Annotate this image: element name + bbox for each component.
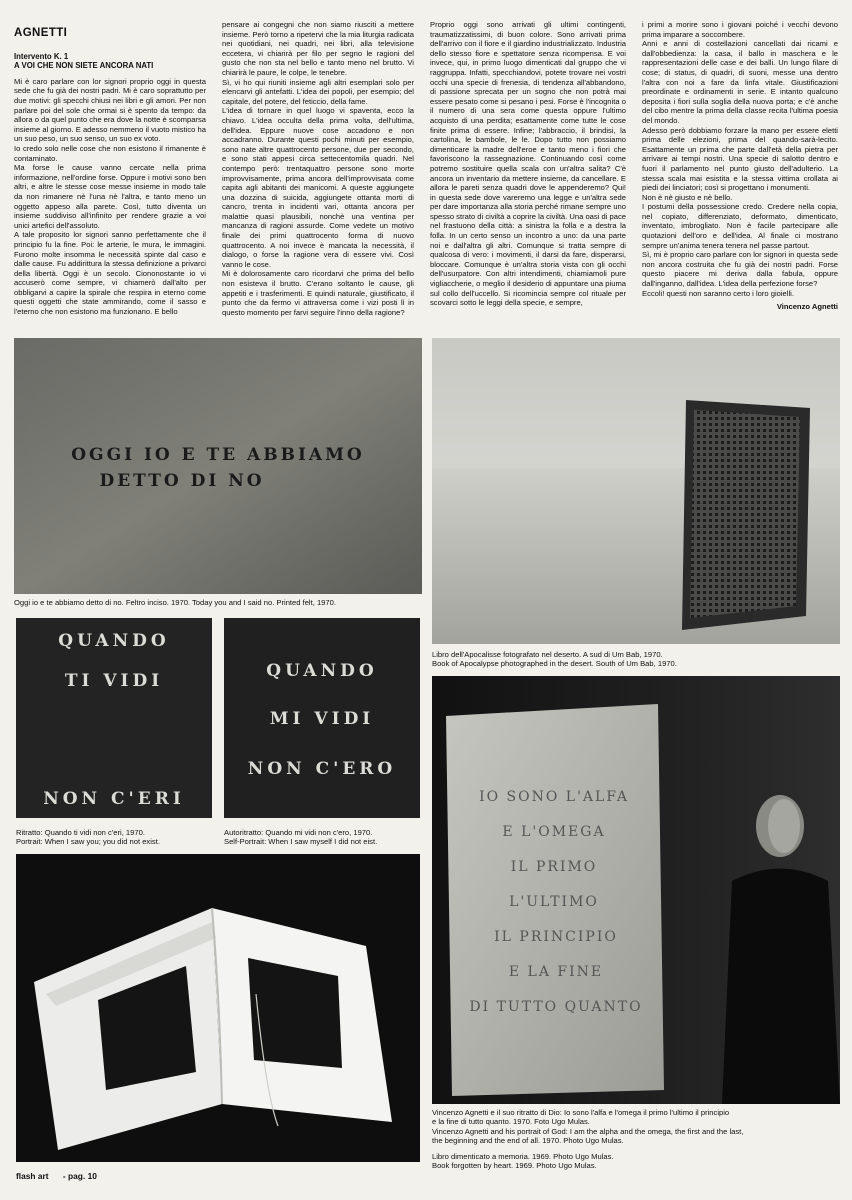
caption-text: Self-Portrait: When I saw myself I did not eist. [224, 837, 378, 847]
plaque-line: E L'OMEGA [502, 824, 606, 840]
photo-quando-mi-vidi [224, 618, 420, 818]
open-book-image [16, 854, 420, 1162]
felt-line: QUANDO [58, 631, 170, 651]
felt-line: TI VIDI [64, 671, 164, 691]
felt-line: NON C'ERO [247, 759, 397, 779]
paragraph: i primi a morire sono i giovani poiché i vecchi devono prima imparare a soccombere. [642, 20, 838, 39]
article-subtitle: Intervento K. 1 [14, 52, 69, 61]
felt-line: NON C'ERI [43, 789, 185, 809]
paragraph: Adesso però dobbiamo forzare la mano per essere eletti prima delle elezioni, prima del quando-sarà-lecito. Esattamente un prima che parte dall'età della pietra per arrivare ai tempi nostri. Una specie di salotto dentro e fuori il parlamento nel punto giusto dell'adulterio. La stessa scala mai esistita e la stessa vittima crollata ai piedi dei linciatori; così si progettano i monumenti. [642, 125, 838, 193]
caption-text: Ritratto: Quando ti vidi non c'eri, 1970. [16, 828, 145, 837]
paragraph: L'idea di tornare in quel luogo vi spaventa, ecco la chiavo. L'idea occulta della prima volta, dell'ultima, dell'idea. Eppure nuove cose accadono e non accadranno. Durante questi pochi minuti per esempio, sono nate altre quattrocento persone, due per secondo, e sono stati appesi circa settecentomila quadri. Nel contempo però: trentaquattro persone sono morte improvvisamente, prima ancora dell'improvvisata come capita agli abitanti dei manicomi. A queste aggiungete una dozzina di suicida, aggiungete ottanta morti di cancro, trenta in incidenti vari, ottanta ancora per malattie quasi plausibili, nonchè una ventina per mancanza di ragioni assurde. Come vedete un motivo finale dei primi quattrocento forma di nuovo quattrocento. A noi invece è mancata la necessità, il dialogo, o forse la ragione vera di essere vivi. Così vanno le cose. [222, 106, 414, 269]
article-column-3 [430, 20, 626, 332]
plaque-line: DI TUTTO QUANTO [469, 999, 643, 1015]
magazine-name: flash art [16, 1171, 49, 1181]
paragraph: Eccoli! questi non saranno certo i loro gioielli. [642, 288, 794, 298]
author-signature: Vincenzo Agnetti [776, 302, 838, 312]
felt-self-portrait-image [224, 618, 420, 818]
paragraph: Io credo solo nelle cose che non esistono il rimanente è contaminato. [14, 143, 206, 163]
felt-portrait-image [16, 618, 212, 818]
article-column-4 [642, 20, 838, 332]
article-title: AGNETTI [14, 27, 68, 39]
article-subtitle-2: A VOI CHE NON SIETE ANCORA NATI [14, 61, 154, 71]
paragraph: Mi è caro parlare con lor signori proprio oggi in questa sede che fu già dei nostri padri. Mi è caro soprattutto per due motivi: gli specchi chiusi nei libri e gli amori. Per non parlare poi del sole che ormai si è spento da tempo: da allora o da quel punto che era dove la notte è scomparsa insieme al giorno. E adesso nemmeno il vuoto mistico ha un suo peso, un suo senso, un suo ex voto. [14, 76, 206, 144]
paragraph: I postumi della possessione credo. Credere nella copia, nel copiato, differenziato, deformato, dimenticato, inventato, imbrogliato. Non è facile partecipare alle quotazioni dell'oro e dell'idea. Al finale ci mostrano sempre un'anima tenera tenera nel passe partout. [642, 202, 838, 250]
caption-text: the beginning and the end of all. 1970. Photo Ugo Mulas. [432, 1136, 624, 1146]
caption-text: Vincenzo Agnetti e il suo ritratto di Dio: Io sono l'alfa e l'omega il primo l'ultimo il principio [432, 1108, 730, 1117]
plaque-line: IO SONO L'ALFA [479, 789, 629, 805]
caption-text: Book of Apocalypse photographed in the desert. South of Um Bab, 1970. [432, 659, 677, 669]
felt-line: QUANDO [266, 661, 378, 681]
plaque-and-artist-image [432, 676, 840, 1104]
caption-book-forgotten [432, 1152, 844, 1171]
photo-desert-book [432, 338, 840, 644]
plaque-line: E LA FINE [508, 964, 604, 980]
caption-text: Book forgotten by heart. 1969. Photo Ugo Mulas. [432, 1161, 597, 1171]
caption-quando-ti-vidi [16, 828, 216, 847]
paragraph: Non è nè giusto e nè bello. [642, 192, 733, 202]
photo-quando-ti-vidi [16, 618, 212, 818]
paragraph: pensare ai congegni che non siamo riusciti a mettere insieme. Però torno a ripetervi che la mia liturgia radicata nei quotidiani, nei quadri, nei libri, alla televisione eccetera, vi chiarirà per filo per segno le ragioni del gusto che non sta nel bello e tanto meno nel brutto. Vi chiarirà le paure, le colpe, le tenebre. [222, 20, 414, 77]
caption-text: Autoritratto: Quando mi vidi non c'ero, 1970. [224, 828, 373, 837]
photo-agnetti-portrait-of-god [432, 676, 840, 1104]
caption-text: Oggi io e te abbiamo detto di no. Feltro inciso. 1970. Today you and I said no. Printed felt, 1970. [14, 598, 336, 607]
paragraph: Mi è dolorosamente caro ricordarvi che prima del bello non esisteva il brutto. C'erano soltanto le cause, gli appetiti e i trasferimenti. E quindi naturale, giustificato, il punto che da fermo vi attraversa come i vizi posti lì in questo momento per farvi seguire l'inno della ragione? [222, 269, 414, 317]
caption-quando-mi-vidi [224, 828, 424, 847]
caption-text: Vincenzo Agnetti and his portrait of God: I am the alpha and the omega, the first and the last, [432, 1126, 744, 1136]
plaque-line: IL PRIMO [510, 859, 598, 875]
paragraph: A tale proposito lor signori sanno perfettamente che il principio fu la fine. Poi: le arterie, le mura, le immagini. Furono molte insomma le necessità spinte dal caso e dalle cause. Fu addirittura la stessa definizione a privarci della libertà. Oggi è un secolo. Ciononostante io vi accuserò come sempre, vi chiamerò dall'alto per obbligarvi a capire la spirale che respira in eterno come questi oggetti che state ammirando, come il sasso e l'eterno che non esistono ma funzionano. E bello [14, 230, 206, 317]
caption-desert-book [432, 650, 842, 669]
felt-line: DETTO DI NO [99, 471, 265, 491]
paragraph: Proprio oggi sono arrivati gli ultimi contingenti, traumatizzatissimi, di buon colore. Sono arrivati prima dell'arrivo con il fiore e il giardino industrializzato. Industria dello stesso fiore e spettatore senza ricompensa. E voi invece, qui, in primo luogo dimenticati dal gruppo che vi raggruppa. Infatti, specchiandovi, potete trovare nei vostri occhi una specie di frenesia, di tendenza all'abbandono, di passione sprecata per un sogno che non potrà mai essere pesato come si pesano i pesi. Forse è l'incognita o il numero di una sera come questa oppure l'ultimo acquisto di una perdita; esattamente come tutte le cose finite prima di essere. Infine; l'abbraccio, il brindisi, la cartolina, le bambole, le le. Dopo tutto non possiamo dimenticare la madre dell'eroe e tanto meno i fiori che favoriscono la rassegnazione. Continuando così come potremo sostituire quella scala con un'altra salita? C'è ancora un inventario da mettere insieme, da cancellare. E allora le pareti senza quadri dove le appenderemo? Qui! in questa sede dove vareremo una legge e un'altra sede per dare importanza alla storia perché rimane sempre uno spesso strato di civiltà a coprire la civiltà. Una oasi di pace nel frastuono della città: a sinistra la folla e a destra la folla. In un certo senso un incontro a uno: da una parte noi e dall'altra gli altri. Comunque si tratta sempre di qualcosa di vero: i movimenti, il darsi da fare, disperarsi, bloccare. Comunque è un'altra storia vista con gli occhi dell'usurpatore. Con altri intendimenti, chiamiamoli pure vigliaccherie, o meglio il desiderio di appuntare una piuma sul collo dell'uccello. Si ricomincia sempre col rituale per scovarci sotto le leggi della specie, e sempre, [430, 20, 626, 308]
paragraph: Anni e anni di costellazioni cancellati dai ricami e dall'obbedienza: la casa, il ballo in maschera e le rappresentazioni delle case e dei balli. Un lungo filare di cose; di status, di quadri, di suoni, messe una dentro l'altra con noi a fare da linfa vitale. Giustificazioni preordinate e ordinamenti in serie. E intanto qualcuno deposita i fiori sulla soglia della nuova porta; e c'è anche del cibo mentre la prima della classe recita l'ultima poesia del mondo. [642, 39, 838, 125]
felt-artwork-image [14, 338, 422, 594]
plaque-line: L'ULTIMO [509, 894, 599, 910]
footer-magazine [16, 1171, 97, 1181]
plaque-line: IL PRINCIPIO [494, 929, 618, 945]
caption-text: e la fine di tutto quanto. 1970. Foto Ugo Mulas. [432, 1117, 590, 1127]
article-column-1 [14, 20, 206, 332]
caption-felt-oggi [14, 598, 434, 607]
paragraph: Sì, vi ho qui riuniti insieme agli altri esemplari solo per elencarvi gli antefatti. L'idea dei popoli, per esempio; del capitale, del potere, del feticcio, della fame. [222, 77, 414, 106]
caption-portrait-of-god [432, 1108, 844, 1146]
caption-text: Libro dell'Apocalisse fotografato nel deserto. A sud di Um Bab, 1970. [432, 650, 663, 659]
paragraph: Sì, mi è proprio caro parlare con lor signori in questa sede non ancora costruita che fu già dei nostri padri. Forse questo piacere mi deriva dalla fabula, oppure dall'inganno, dall'idea. L'idea della perfezione forse? [642, 250, 838, 289]
paragraph: Ma forse le cause vanno cercate nella prima informazione, nell'ordine forse. Oppure i motivi sono ben altri, e altre le stesse cose messe insieme in modo tale da non rimanere nè l'una nè l'altra, e tanto meno un oggetto appeso alla parete. Così, tutto diventa un insieme suddiviso all'infinito per rendere grazie a voi unici artefici dell'assoluto. [14, 163, 206, 230]
photo-book-forgotten [16, 854, 420, 1162]
caption-text: Portrait: When I saw you; you did not exist. [16, 837, 160, 847]
article-column-2 [222, 20, 414, 332]
caption-text: Libro dimenticato a memoria. 1969. Photo Ugo Mulas. [432, 1152, 614, 1161]
desert-book-image [432, 338, 840, 644]
felt-line: MI VIDI [269, 709, 375, 729]
felt-line: OGGI IO E TE ABBIAMO [71, 445, 365, 465]
page-number: - pag. 10 [62, 1171, 97, 1181]
photo-felt-oggi [14, 338, 422, 594]
